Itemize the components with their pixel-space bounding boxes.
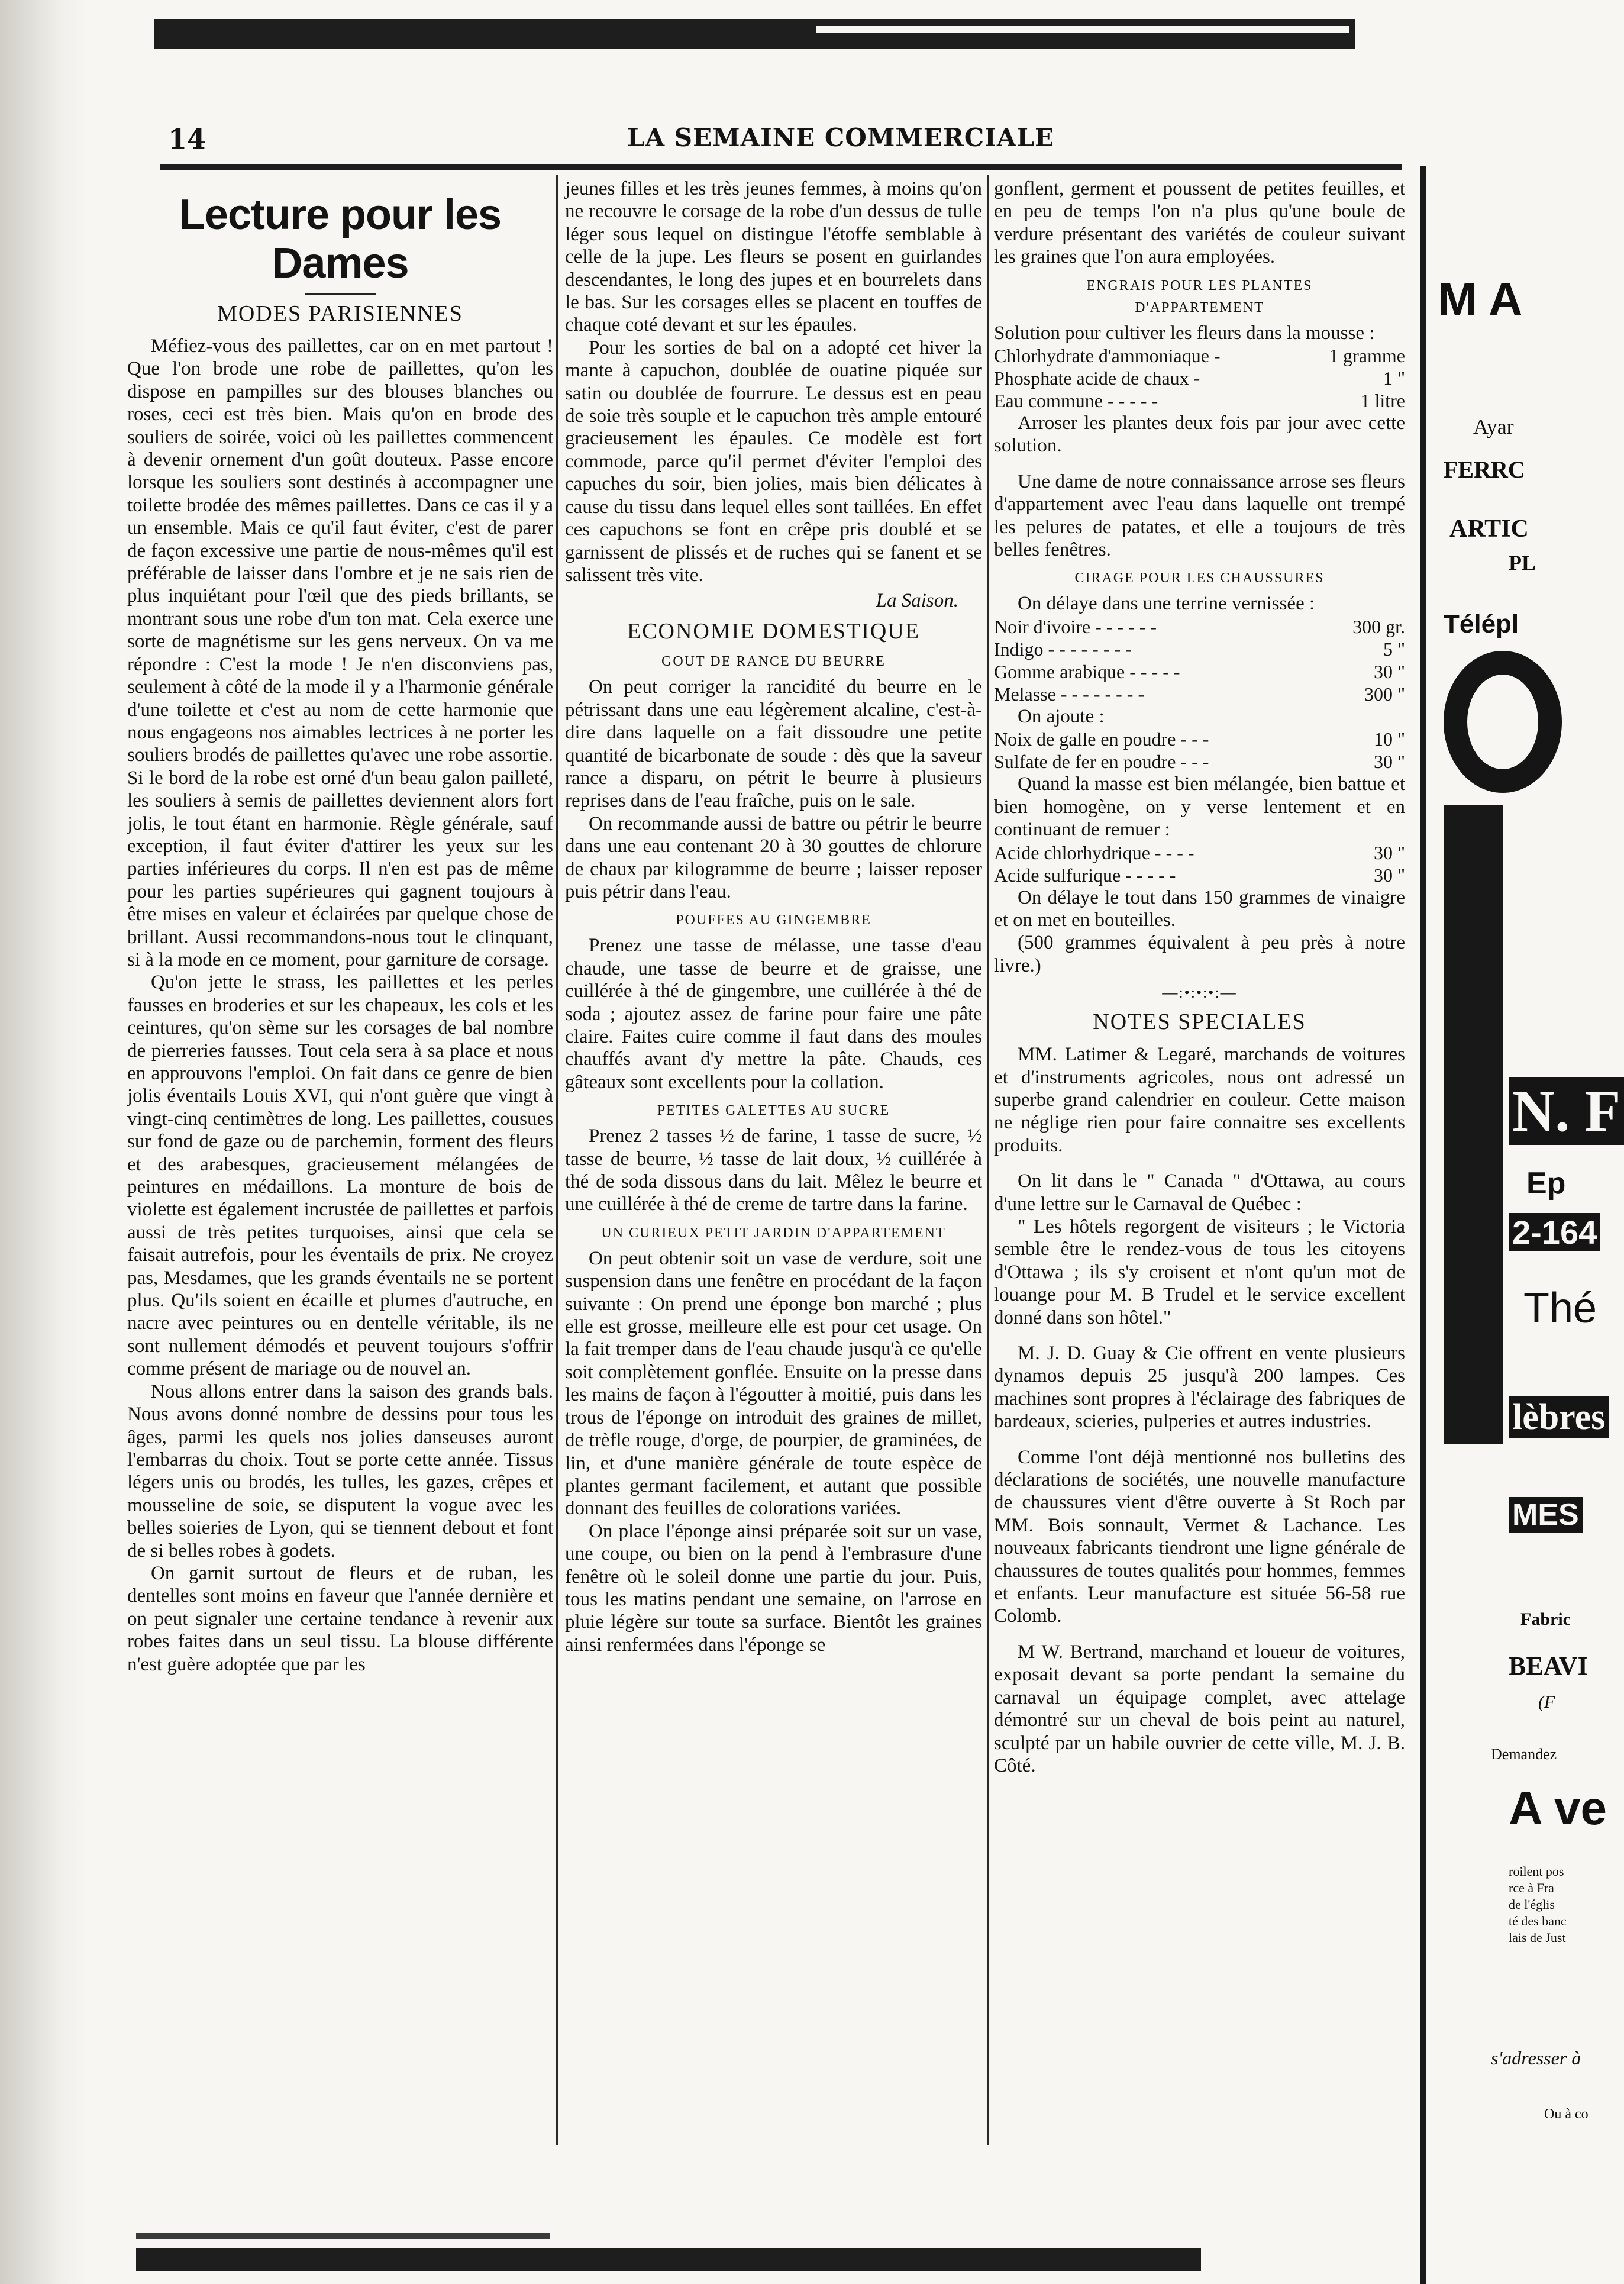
recipe-heading: UN CURIEUX PETIT JARDIN D'APPARTEMENT [601,1225,946,1241]
paragraph: gonflent, germent et poussent de petites feuilles, et en peu de temps l'on n'a plus qu'une boule de verdure présentant des variétés de couleur suivant les graines que l'on aura employées. [994,178,1405,268]
paragraph: On lit dans le " Canada " d'Ottawa, au cours d'une lettre sur le Carnaval de Québec : [994,1170,1405,1215]
paragraph: Quand la masse est bien mélangée, bien battue et bien homogène, on y verse lentement et en continuant de remuer : [994,773,1405,841]
paragraph: MM. Latimer & Legaré, marchands de voitures et d'instruments agricoles, nous ont adressé un superbe grand calendrier en couleur. Cette maison ne néglige rien pour faire connaitre ses excellents produits. [994,1044,1405,1156]
ad-fragment: MES [1509,1497,1583,1533]
recipe-heading: PETITES GALETTES AU SUCRE [657,1103,890,1119]
column-2 [565,178,982,2154]
section-heading: NOTES SPECIALES [1093,1009,1306,1035]
table-row: Sulfate de fer en poudre - - - 30 " [994,751,1405,773]
ad-fragment: Ou à co [1544,2106,1589,2122]
paragraph: Nous allons entrer dans la saison des grands bals. Nous avons donné nombre de dessins pour tous les âges, parmi les quels nos jolies danseuses auront l'embarras du choix. Tout se porte cette année. Tissus légers unis ou brodés, les tulles, les gazes, crêpes et mousseline de soie, se disputent la vogue avec les belles soieries de Lyon, qui se tiennent debout et font de si belles robes à godets. [127,1380,553,1562]
ad-black-column [1444,805,1503,1444]
table-row: Noix de galle en poudre - - - 10 " [994,728,1405,750]
column-3 [994,178,1405,2154]
ad-fragment: 2-164 [1509,1213,1600,1251]
recipe-heading: GOUT DE RANCE DU BEURRE [661,654,886,670]
header-rule [160,164,1402,170]
column-1 [127,178,553,2154]
ad-fragment: Fabric [1520,1609,1571,1629]
paragraph: Arroser les plantes deux fois par jour avec cette solution. [994,412,1405,457]
ingredients-table [994,344,1405,412]
ad-fragment: (F [1538,1692,1555,1712]
paragraph: M W. Bertrand, marchand et loueur de voitures, exposait devant sa porte pendant la semaine du carnaval un équipage complet, avec attelage démontré sur un cheval de bois peint au naturel, sculpté par un habile ouvrier de cette ville, M. J. B. Côté. [994,1641,1405,1776]
paragraph: Une dame de notre connaissance arrose ses fleurs d'appartement avec l'eau dans laquelle ont trempé les pelures de patates, et elle a toujours de très belles fenêtres. [994,470,1405,561]
paragraph: On recommande aussi de battre ou pétrir le beurre dans une eau contenant 20 à 30 gouttes de chlorure de chaux par kilogramme de beurre ; laisser reposer puis pétrir dans l'eau. [565,812,982,902]
ad-fragment: Thé [1523,1285,1597,1332]
ad-fragment: ARTIC [1449,515,1529,543]
ad-fragment: M A [1438,273,1523,325]
ad-letter-o [1444,651,1562,793]
page-number: 14 [168,123,206,155]
ad-fragment: N. F [1509,1077,1624,1145]
ad-fragment: PL [1509,551,1536,575]
paragraph: On délaye dans une terrine vernissée : [1018,593,1315,615]
paragraph: On délaye le tout dans 150 grammes de vinaigre et on met en bouteilles. [994,886,1405,931]
ingredients-table [994,615,1405,705]
ad-fragment: roilent pos [1509,1864,1564,1879]
bottom-scan-bar [136,2248,1201,2271]
table-row: Eau commune - - - - - 1 litre [994,390,1405,412]
section-heading: ECONOMIE DOMESTIQUE [627,619,921,644]
signature: La Saison. [876,590,958,612]
ad-fragment: A ve [1509,1782,1607,1834]
title-rule [305,293,376,295]
paragraph: (500 grammes équivalent à peu près à notre livre.) [994,932,1405,976]
ingredients-table [994,728,1405,773]
table-row: Phosphate acide de chaux - 1 " [994,367,1405,389]
ad-fragment: lais de Just [1509,1930,1566,1945]
ad-fragment: FERRC [1444,456,1525,483]
table-row: Indigo - - - - - - - - 5 " [994,638,1405,660]
paragraph: On peut obtenir soit un vase de verdure, soit une suspension dans une fenêtre en procédant de la façon suivante : On prend une éponge bon marché ; plus elle est grosse, meilleure elle est pour cet usage. On la fait tremper dans de l'eau chaude jusqu'à ce qu'elle soit complètement gonflée. Ensuite on la presse dans les mains de façon à l'égoutter à moitié, puis dans les trous de l'éponge on introduit des graines de millet, de trèfle rouge, d'orge, de pourpier, de graminées, de lin, et d'une manière générale de toute espèce de plantes germant facilement, et autant que possible donnant des feuilles de colorations variées. [565,1247,982,1520]
section-heading: MODES PARISIENNES [217,301,463,326]
table-row: Melasse - - - - - - - - 300 " [994,683,1405,705]
paragraph: On peut corriger la rancidité du beurre en le pétrissant dans une eau légèrement alcaline, c'est-à-dire dans laquelle on a fait dissoudre une petite quantité de bicarbonate de soude : dès que la saveur rance a disparu, on pétrit le beurre à plusieurs reprises dans de l'eau fraîche, puis on le sale. [565,676,982,812]
table-row: Acide chlorhydrique - - - - 30 " [994,841,1405,863]
article-title: Lecture pour les Dames [179,191,502,287]
paragraph: On place l'éponge ainsi préparée soit sur un vase, une coupe, ou bien on la pend à l'embrasure d'une fenêtre où le soleil donne une partie du jour. Puis, tous les matins pendant une semaine, on l'arrose en pluie légère sur toute sa surface. Bientôt les graines ainsi renfermées dans l'éponge se [565,1520,982,1656]
ad-fragment: Télépl [1444,609,1519,638]
ad-fragment: rce à Fra [1509,1880,1554,1895]
adjacent-page-ads [1420,166,1621,2284]
ad-fragment: Demandez [1491,1746,1557,1763]
paragraph: jeunes filles et les très jeunes femmes, à moins qu'on ne recouvre le corsage de la robe d'un dessus de tulle léger sous lequel on distingue l'étoffe semblable à celle de la jupe. Les fleurs se posent en guirlandes descendantes, le long des jupes et en bourrelets dans le bas. Sur les corsages elles se placent en touffes de chaque coté devant et sur les épaules. [565,178,982,336]
paragraph: Prenez une tasse de mélasse, une tasse d'eau chaude, une tasse de beurre et de graisse, une cuillérée à thé de gingembre, une cuillérée à thé de soda ; ajoutez assez de farine pour faire une pâte claire. Faites cuire comme il faut dans des moules chauffés avant d'y mettre la pâte. Chauds, ces gâteaux sont excellents pour la collation. [565,935,982,1093]
recipe-heading: CIRAGE POUR LES CHAUSSURES [1074,570,1325,586]
ad-fragment: Ep [1526,1166,1566,1201]
recipe-subheading: D'APPARTEMENT [1135,299,1264,315]
top-scan-bar [154,19,1355,49]
ad-fragment: té des banc [1509,1914,1567,1928]
top-scan-bar-gap [816,26,1349,33]
table-row: Chlorhydrate d'ammoniaque - 1 gramme [994,345,1405,367]
ad-border [1420,166,1426,2284]
ad-fragment: s'adresser à [1491,2047,1581,2069]
paragraph: Pour les sorties de bal on a adopté cet hiver la mante à capuchon, doublée de ouatine piquée sur satin ou doublée de fourrure. Le dessus est en peau de soie très souple et le capuchon très ample entouré gracieusement les épaules. Ce modèle est fort commode, parce qu'il permet d'éviter l'emploi des capuches du soir, bien jolies, mais bien délicates à cause du tissu dans lequel elles sont taillées. En effet ces capuchons se font en crêpe pris doublé et se garnissent de plissés et de ruches qui se fanent et se salissent très vite. [565,337,982,586]
recipe-heading: POUFFES AU GINGEMBRE [676,912,871,928]
ingredients-table [994,841,1405,886]
table-row: Noir d'ivoire - - - - - - 300 gr. [994,615,1405,637]
paragraph: Solution pour cultiver les fleurs dans la mousse : [994,322,1375,344]
table-row: Acide sulfurique - - - - - 30 " [994,864,1405,886]
column-rule [987,175,989,2145]
bottom-scan-bar [136,2233,550,2239]
paragraph: " Les hôtels regorgent de visiteurs ; le Victoria semble être le rendez-vous de tous les citoyens d'Ottawa ; ils s'y croisent et n'ont qu'un mot de louange pour M. B Trudel et le service excellent donné dans son hôtel." [994,1215,1405,1328]
ad-fragment: de l'églis [1509,1897,1555,1912]
paragraph: Prenez 2 tasses ½ de farine, 1 tasse de sucre, ½ tasse de beurre, ½ tasse de lait doux, ½ cuillérée à thé de soda dissous dans du lait. Mêlez le beurre et une cuillérée à thé de creme de tartre dans la farine. [565,1125,982,1215]
running-header: LA SEMAINE COMMERCIALE [627,123,1054,152]
ad-fragment: Ayar [1473,415,1514,438]
column-rule [556,175,558,2145]
recipe-heading: ENGRAIS POUR LES PLANTES [1086,278,1313,293]
table-row: Gomme arabique - - - - - 30 " [994,660,1405,682]
paragraph: Méfiez-vous des paillettes, car on en met partout ! Que l'on brode une robe de paillettes, qu'on les dispose en pampilles sur des blouses blanches ou roses, ceci est très bien. Mais qu'on en brode des souliers de soirée, voici où les paillettes commencent à devenir ornement d'un goût douteux. Passe encore lorsque les souliers sont destinés à accompagner une toilette brodée des mêmes paillettes. Dans ce cas il y a un ensemble. Mais ce qu'il faut éviter, c'est de parer de façon excessive une partie de nous-mêmes qu'il est préférable de laisser dans l'ombre et je ne sais rien de plus inquiétant pour l'œil que des pieds brillants, se montrant sous une robe d'un ton mat. Cela exerce une sorte de magnétisme sur les gens nerveux. On va me répondre : C'est la mode ! Je n'en disconviens pas, seulement à côté de la mode il y a l'harmonie générale d'une toilette et c'est au nom de cette harmonie que nous engageons nos aimables lectrices à ne porter les souliers brodés de paillettes qu'avec une robe assortie. Si le bord de la robe est orné d'un beau galon pailleté, les souliers à semis de paillettes deviennent alors fort jolis, le tout étant en harmonie. Règle générale, sauf exception, il faut éviter d'attirer les yeux sur les parties inférieures du corps. Il n'en est pas de même pour les parties supérieures qui gagnent toujours à être mises en valeur et éclairées par quelque chose de brillant. Aussi recommandons-nous tout le clinquant, si à la mode en ce moment, pour garniture de corsage. [127,335,553,970]
paragraph: On ajoute : [1018,705,1105,727]
paragraph: M. J. D. Guay & Cie offrent en vente plusieurs dynamos depuis 25 jusqu'à 200 lampes. Ces machines sont propres à l'éclairage des fabriques de bardeaux, scieries, pulperies et autres industries. [994,1343,1405,1433]
ad-fragment: BEAVI [1509,1651,1588,1680]
paragraph: Comme l'ont déjà mentionné nos bulletins des déclarations de sociétés, une nouvelle manufacture de chaussures vient d'être ouverte à St Roch par MM. Bois sonnault, Vermet & Lachance. Les nouveaux fabricants tiendront une ligne générale de chaussures de toutes qualités pour hommes, femmes et enfants. Leur manufacture est située 56-58 rue Colomb. [994,1446,1405,1627]
page-edge-shadow [0,0,89,2284]
separator-ornament: —:•:•:•:— [1162,984,1237,1002]
paragraph: Qu'on jette le strass, les paillettes et les perles fausses en broderies et sur les chapeaux, les cols et les ceintures, qu'on sème sur les corsages de bal nombre de pierreries fausses. Tout cela sera à sa place et nous en approuvons l'emploi. On fait dans ce genre de bien jolis éventails Louis XVI, qui n'ont guère que vingt à vingt-cinq centimètres de long. Les paillettes, cousues sur fond de gaze ou de parchemin, forment des fleurs et des arabesques, gracieusement mélangées de peintures en médaillons. La monture de bois de violette est également incrustée de paillettes et parfois aussi de très petites turquoises, ainsi que cela se faisait autrefois, pour les éventails de prix. Ne croyez pas, Mesdames, que les grands éventails ne se portent plus. Qu'ils soient en écaille et plumes d'autruche, en nacre avec peintures ou en dentelle véritable, ils ne sont nullement démodés et peuvent toujours s'offrir comme présent de mariage ou de nouvel an. [127,972,553,1380]
ad-fragment: lèbres [1509,1396,1609,1438]
paragraph: On garnit surtout de fleurs et de ruban, les dentelles sont moins en faveur que l'année dernière et on peut signaler une certaine tendance à revenir aux robes faites dans un seul tissu. La blouse différente n'est guère adoptée que par les [127,1562,553,1675]
